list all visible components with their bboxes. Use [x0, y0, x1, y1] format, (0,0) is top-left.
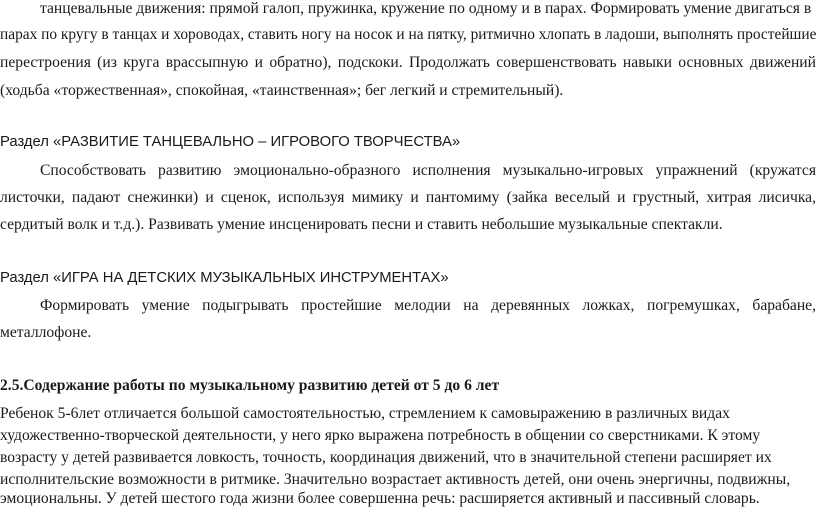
section-title: 2.5.Содержание работы по музыкальному развитию детей от 5 до 6 лет [0, 377, 500, 394]
paragraph-line: танцевальные движения: прямой галоп, пружинка, кружение по одному и в парах. Формировать умение двигаться в [40, 0, 812, 17]
paragraph-line: исполнительские возможности в ритмике. Значительно возрастает активность детей, они очень энергичны, подвижны, [0, 471, 791, 488]
paragraph-line: эмоциональны. У детей шестого года жизни более совершенна речь: расширяется активный и пассивный словарь. [0, 490, 760, 507]
paragraph-line: парах по кругу в танцах и хороводах, ставить ногу на носок и на пятку, ритмично хлопать в ладоши, выполнять простейшие [0, 26, 816, 43]
paragraph-line: листочки, падают снежинки) и сценок, используя мимику и пантомиму (зайка веселый и грустный, хитрая лисичка, [0, 189, 816, 206]
paragraph-line: возрасту у детей развивается ловкость, точность, координация движений, что в значительной степени расширяет их [0, 449, 772, 466]
paragraph-line: Ребенок 5-6лет отличается большой самостоятельностью, стремлением к самовыражению в различных видах [0, 405, 730, 422]
section-heading: Раздел «ИГРА НА ДЕТСКИХ МУЗЫКАЛЬНЫХ ИНСТРУМЕНТАХ» [0, 270, 449, 286]
paragraph-line: перестроения (из круга врассыпную и обратно), подскоки. Продолжать совершенствовать навыки основных движений [0, 54, 816, 71]
section-heading: Раздел «РАЗВИТИЕ ТАНЦЕВАЛЬНО – ИГРОВОГО ТВОРЧЕСТВА» [0, 134, 461, 150]
paragraph-line: Формировать умение подыгрывать простейшие мелодии на деревянных ложках, погремушках, барабане, [40, 297, 816, 314]
paragraph-line: художественно-творческой деятельности, у него ярко выражена потребность в общении со сверстниками. К этому [0, 427, 761, 444]
paragraph-line: металлофоне. [0, 324, 92, 341]
paragraph-line: Способствовать развитию эмоционально-образного исполнения музыкально-игровых упражнений (кружатся [40, 162, 816, 179]
paragraph-line: (ходьба «торжественная», спокойная, «таинственная»; бег легкий и стремительный). [0, 82, 564, 99]
paragraph-line: сердитый волк и т.д.). Развивать умение инсценировать песни и ставить небольшие музыкальные спектакли. [0, 216, 723, 233]
